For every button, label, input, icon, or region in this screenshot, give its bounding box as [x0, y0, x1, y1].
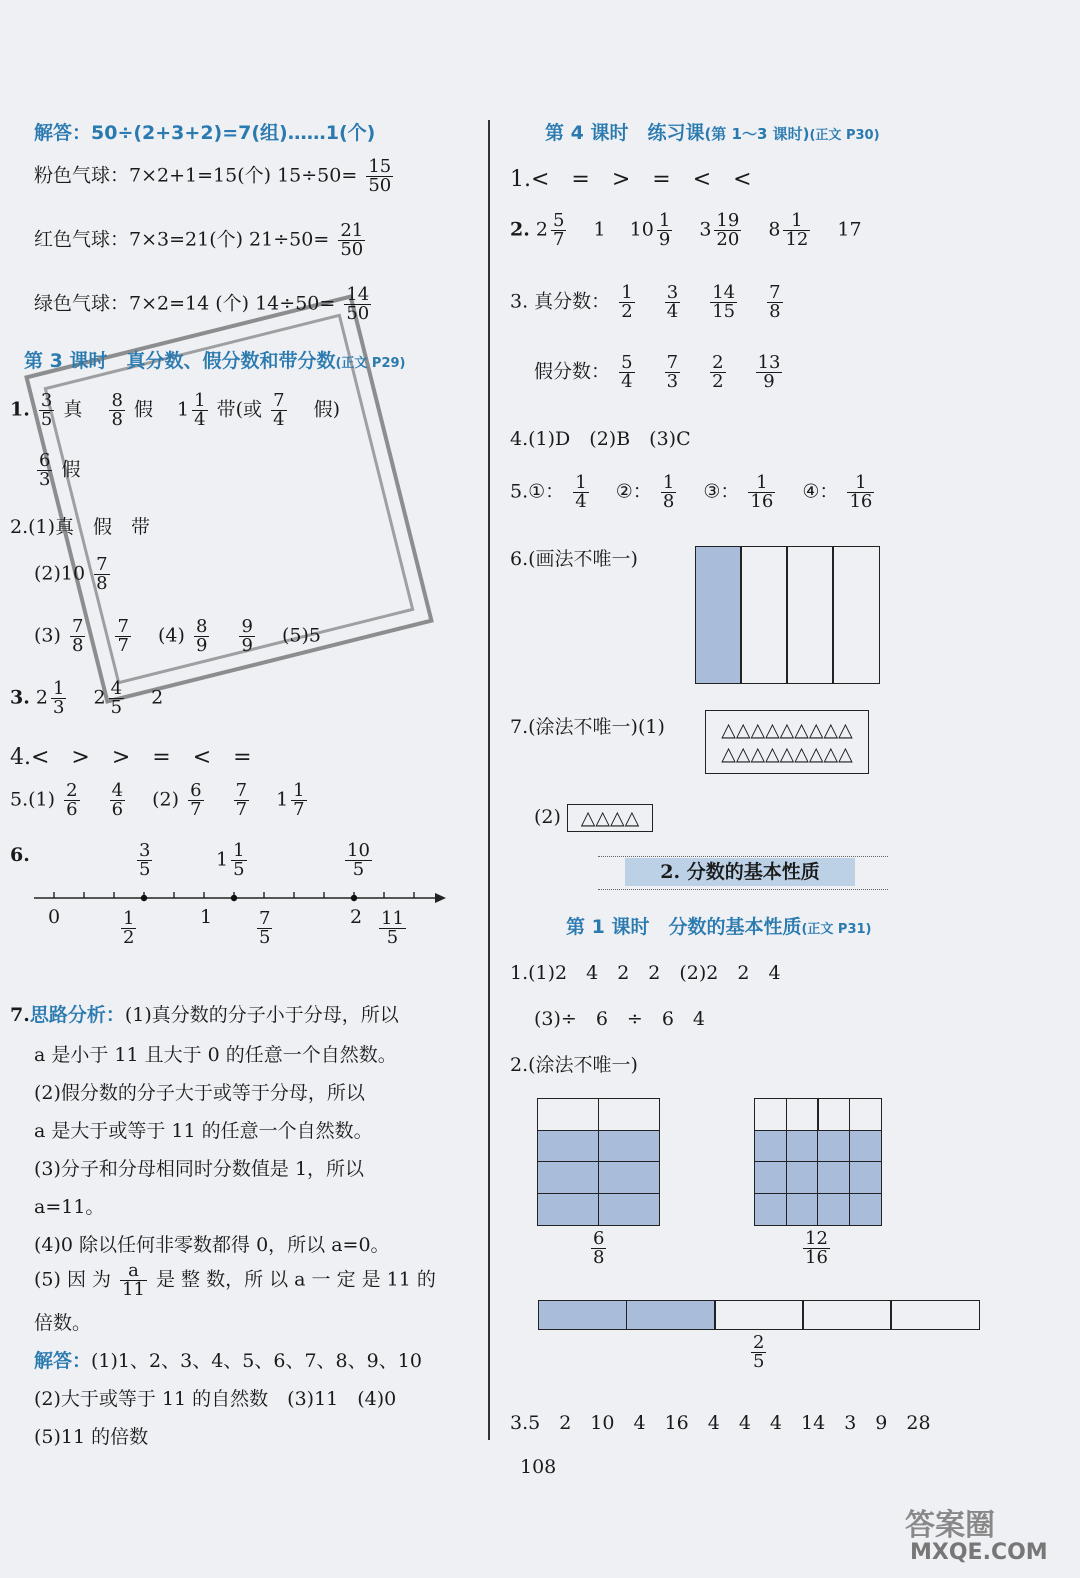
q6-number: 6. — [10, 844, 30, 866]
green-balloon-line: 绿色气球：7×2=14 (个) 14÷50= $\frac{14}{50}$ — [34, 284, 370, 324]
grid-cell — [817, 1098, 850, 1131]
r6-part — [786, 546, 834, 684]
fraction: $\frac{14}{50}$ — [346, 284, 370, 324]
grid-cell — [537, 1193, 599, 1226]
q1-line: 1. $\frac{3}{5}$ 真 $\frac{8}{8}$ 假 1 $\frac{1}{4}$ 带(或 $\frac{7}{4}$ 假) — [10, 390, 340, 430]
r4-line: 4.(1)D (2)B (3)C — [510, 428, 691, 450]
r7b-line: (2) — [534, 806, 561, 828]
r6-line: 6.(画法不唯一) — [510, 548, 638, 570]
q7-line: a 是小于 11 且大于 0 的任意一个自然数。 — [34, 1044, 397, 1066]
grid-cell — [598, 1130, 660, 1163]
grid-cell — [786, 1193, 819, 1226]
pink-balloon-line: 粉色气球：7×2+1=15(个) 15÷50= $\frac{15}{50}$ — [34, 156, 392, 196]
bar-segment — [802, 1300, 892, 1330]
grid-cell — [786, 1161, 819, 1194]
r6-part — [832, 546, 880, 684]
fraction: $\frac{21}{50}$ — [340, 220, 364, 260]
grid2-fraction: $\frac{12}{16}$ — [805, 1228, 828, 1268]
q5-line: 5.(1) $\frac{2}{6}$ $\frac{4}{6}$ (2) $\frac{6}{7}$ $\frac{7}{7}$ 1 $\frac{1}{7}$ — [10, 780, 305, 820]
number-line-point — [351, 895, 357, 901]
q7-line: a=11。 — [34, 1196, 105, 1218]
grid-cell — [537, 1098, 599, 1131]
q3-line: 3. 2 $\frac{1}{3}$ 2 $\frac{4}{5}$ 2 — [10, 678, 164, 718]
bar-segment — [890, 1300, 980, 1330]
watermark: MXQE.COM — [910, 1540, 1048, 1565]
bar-segment — [538, 1300, 628, 1330]
grid-cell — [754, 1098, 787, 1131]
triangle-row: △△△△△△△△△ — [721, 719, 853, 741]
tick-label-1: 1 — [200, 906, 213, 928]
grid-cell — [849, 1130, 882, 1163]
r5-line: 5.①： $\frac{1}{4}$ ②： $\frac{1}{8}$ ③： $\frac{1}{16}$ ④： $\frac{1}{16}$ — [510, 472, 873, 512]
q6-bottom-label: $\frac{1}{2}$ — [123, 908, 135, 948]
section-title: 2. 分数的基本性质 — [625, 858, 855, 886]
q7-line: 倍数。 — [34, 1312, 92, 1334]
tick-label-2: 2 — [350, 906, 363, 928]
q6-top-label: $\frac{10}{5}$ — [347, 840, 370, 880]
divider-dotted — [598, 856, 888, 857]
q1b-line: $\frac{6}{3}$ 假 — [39, 450, 81, 490]
q7-line: a 是大于或等于 11 的任意一个自然数。 — [34, 1120, 373, 1142]
grid-cell — [537, 1161, 599, 1194]
grid-cell — [754, 1130, 787, 1163]
s1b-line: (3)÷ 6 ÷ 6 4 — [534, 1008, 706, 1030]
s3-line: 3.5 2 10 4 16 4 4 4 14 3 9 28 — [510, 1412, 931, 1434]
r7b-triangle-box — [567, 804, 653, 832]
grid-cell — [598, 1193, 660, 1226]
grid1-fraction: $\frac{6}{8}$ — [593, 1228, 605, 1268]
answer-line: 解答：50÷(2+3+2)=7(组)……1(个) — [34, 122, 376, 144]
grid-cell — [817, 1193, 850, 1226]
divider-dotted — [598, 889, 888, 890]
bar-segment — [626, 1300, 716, 1330]
q6-bottom-label: $\frac{7}{5}$ — [259, 908, 271, 948]
number-line-point — [231, 895, 237, 901]
grid-cell — [537, 1130, 599, 1163]
bar-fraction: $\frac{2}{5}$ — [753, 1332, 765, 1372]
q6-top-label: 1 $\frac{1}{5}$ — [216, 840, 245, 880]
q7-line: (4)0 除以任何非零数都得 0，所以 a=0。 — [34, 1234, 390, 1256]
fraction: $\frac{15}{50}$ — [368, 156, 392, 196]
q7-line: (2)假分数的分子大于或等于分母，所以 — [34, 1082, 365, 1104]
q7-answer3: (5)11 的倍数 — [34, 1426, 149, 1448]
r7-line: 7.(涂法不唯一)(1) — [510, 716, 665, 738]
red-balloon-line: 红色气球：7×3=21(个) 21÷50= $\frac{21}{50}$ — [34, 220, 364, 260]
r7-triangle-box — [705, 710, 869, 774]
page-number: 108 — [520, 1456, 557, 1478]
q7-answer1: 解答：(1)1、2、3、4、5、6、7、8、9、10 — [34, 1350, 422, 1372]
s1a-line: 1.(1)2 4 2 2 (2)2 2 4 — [510, 962, 781, 984]
grid-cell — [817, 1161, 850, 1194]
q7-line: (3)分子和分母相同时分数值是 1，所以 — [34, 1158, 365, 1180]
q6-bottom-label: $\frac{11}{5}$ — [381, 908, 404, 948]
q6-top-label: $\frac{3}{5}$ — [139, 840, 151, 880]
q2-line1: 2.(1)真 假 带 — [10, 516, 151, 538]
q7-line5: (5) 因 为 $\frac{a}{11}$ 是 整 数，所 以 a 一 定 是 11 的 — [34, 1260, 436, 1300]
tick-label-0: 0 — [48, 906, 61, 928]
grid-cell — [754, 1193, 787, 1226]
s2-line: 2.(涂法不唯一) — [510, 1054, 638, 1076]
grid-cell — [754, 1161, 787, 1194]
q7-line1: 7.思路分析：(1)真分数的分子小于分母，所以 — [10, 1004, 399, 1026]
grid-cell — [817, 1130, 850, 1163]
grid-cell — [849, 1161, 882, 1194]
lesson4-title: 第 4 课时 练习课(第 1～3 课时)(正文 P30) — [545, 122, 880, 144]
r1-line: 1.< = > = < < — [510, 167, 752, 192]
grid-cell — [786, 1130, 819, 1163]
r2-line: 2. 2 $\frac{5}{7}$ 1 10 $\frac{1}{9}$ 3 $\frac{19}{20}$ 8 $\frac{1}{12}$ 17 — [510, 210, 862, 250]
q2-line2: (2)10 $\frac{7}{8}$ — [34, 554, 108, 594]
column-divider — [488, 120, 490, 1440]
watermark-cn: 答案圈 — [905, 1508, 995, 1543]
r6-part — [740, 546, 788, 684]
grid-cell — [849, 1193, 882, 1226]
lesson3-title: 第 3 课时 真分数、假分数和带分数(正文 P29) — [24, 350, 406, 372]
q7-answer2: (2)大于或等于 11 的自然数 (3)11 (4)0 — [34, 1388, 397, 1410]
bar-segment — [714, 1300, 804, 1330]
grid-cell — [786, 1098, 819, 1131]
r3-line: 3. 真分数： $\frac{1}{2}$ $\frac{3}{4}$ $\frac{14}{15}$ $\frac{7}{8}$ — [510, 282, 781, 322]
grid-cell — [598, 1098, 660, 1131]
r3b-line: 假分数： $\frac{5}{4}$ $\frac{7}{3}$ $\frac{2}{2}$ $\frac{13}{9}$ — [534, 352, 781, 392]
triangle-row: △△△△ — [580, 807, 640, 829]
lesson1-title: 第 1 课时 分数的基本性质(正文 P31) — [566, 916, 872, 938]
q2-line3: (3) $\frac{7}{8}$ $\frac{7}{7}$ (4) $\frac{8}{9}$ $\frac{9}{9}$ (5)5 — [34, 616, 321, 656]
number-line-point — [141, 895, 147, 901]
triangle-row: △△△△△△△△△ — [721, 743, 853, 765]
grid-cell — [849, 1098, 882, 1131]
q4-line: 4.< > > = < = — [10, 745, 252, 770]
grid-cell — [598, 1161, 660, 1194]
r6-shaded-part — [695, 546, 742, 684]
